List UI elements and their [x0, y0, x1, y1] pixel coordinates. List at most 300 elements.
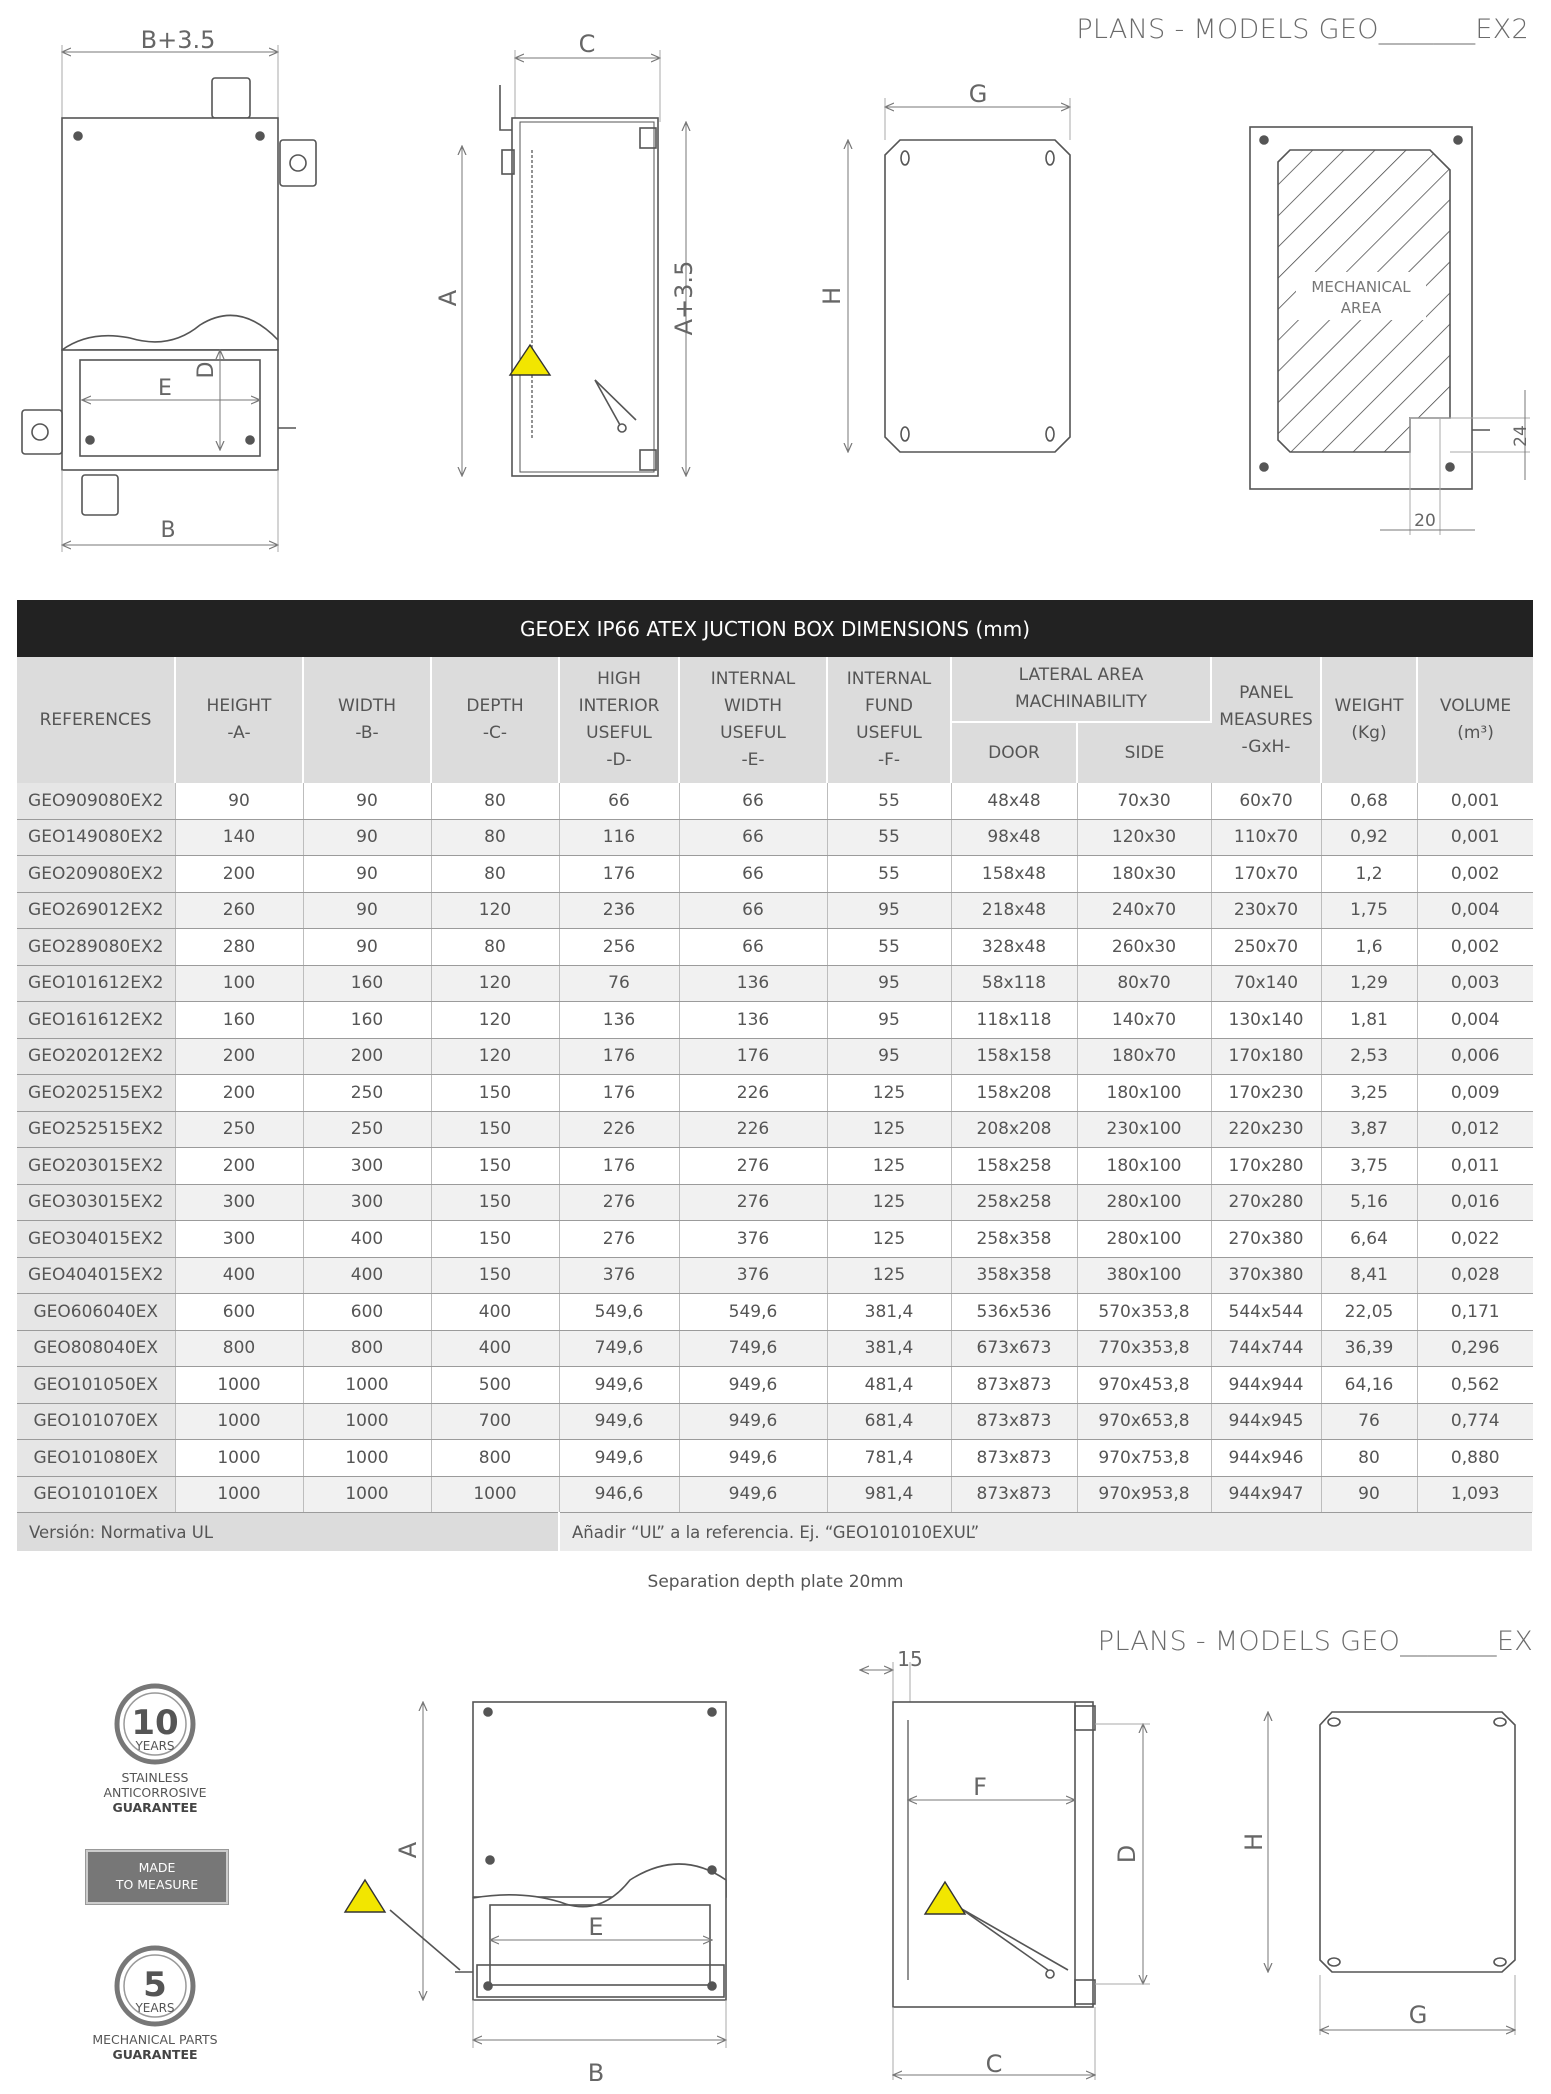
- value-cell: 130x140: [1211, 1002, 1321, 1039]
- label-f-bottom: F: [973, 1773, 987, 1801]
- value-cell: 200: [175, 856, 303, 893]
- reference-cell: GEO101612EX2: [17, 965, 175, 1002]
- value-cell: 170x280: [1211, 1148, 1321, 1185]
- value-cell: 66: [679, 929, 827, 966]
- value-cell: 176: [679, 1038, 827, 1075]
- value-cell: 80: [431, 929, 559, 966]
- value-cell: 80: [1321, 1440, 1417, 1477]
- label-h-panel: H: [818, 286, 846, 306]
- value-cell: 230x70: [1211, 892, 1321, 929]
- value-cell: 981,4: [827, 1476, 951, 1513]
- value-cell: 1,75: [1321, 892, 1417, 929]
- value-cell: 280x100: [1077, 1184, 1211, 1221]
- value-cell: 700: [431, 1403, 559, 1440]
- value-cell: 1,81: [1321, 1002, 1417, 1039]
- reference-cell: GEO209080EX2: [17, 856, 175, 893]
- value-cell: 300: [175, 1221, 303, 1258]
- panel-view-ex: [1268, 1712, 1515, 2035]
- value-cell: 0,001: [1417, 819, 1533, 856]
- value-cell: 0,171: [1417, 1294, 1533, 1331]
- col-panel: PANEL MEASURES -GxH-: [1211, 657, 1321, 783]
- table-row: [17, 1294, 1533, 1331]
- value-cell: 55: [827, 783, 951, 819]
- value-cell: 381,4: [827, 1330, 951, 1367]
- col-volume: VOLUME (m³): [1417, 657, 1533, 783]
- value-cell: 1000: [175, 1476, 303, 1513]
- bottom-technical-drawings: [0, 1640, 1551, 2094]
- value-cell: 0,028: [1417, 1257, 1533, 1294]
- dim-15: 15: [897, 1647, 923, 1671]
- table-row: [17, 1002, 1533, 1039]
- label-a-bottom: A: [394, 1841, 422, 1859]
- value-cell: 120: [431, 965, 559, 1002]
- value-cell: 949,6: [679, 1440, 827, 1477]
- col-width: WIDTH -B-: [303, 657, 431, 783]
- value-cell: 970x453,8: [1077, 1367, 1211, 1404]
- value-cell: 300: [303, 1184, 431, 1221]
- value-cell: 0,68: [1321, 783, 1417, 819]
- value-cell: 230x100: [1077, 1111, 1211, 1148]
- reference-cell: GEO101010EX: [17, 1476, 175, 1513]
- col-weight: WEIGHT (Kg): [1321, 657, 1417, 783]
- value-cell: 176: [559, 1148, 679, 1185]
- value-cell: 946,6: [559, 1476, 679, 1513]
- value-cell: 944x944: [1211, 1367, 1321, 1404]
- value-cell: 376: [679, 1257, 827, 1294]
- plans-title-ex2: PLANS - MODELS GEO_______EX2: [1076, 14, 1529, 45]
- value-cell: 270x280: [1211, 1184, 1321, 1221]
- value-cell: 549,6: [679, 1294, 827, 1331]
- value-cell: 240x70: [1077, 892, 1211, 929]
- value-cell: 673x673: [951, 1330, 1077, 1367]
- table-row: [17, 1330, 1533, 1367]
- value-cell: 749,6: [679, 1330, 827, 1367]
- value-cell: 120: [431, 892, 559, 929]
- value-cell: 66: [679, 783, 827, 819]
- dimensions-table: [17, 600, 1534, 1551]
- value-cell: 160: [303, 1002, 431, 1039]
- svg-text:YEARS: YEARS: [135, 1739, 175, 1753]
- value-cell: 90: [303, 856, 431, 893]
- value-cell: 250: [303, 1111, 431, 1148]
- value-cell: 744x744: [1211, 1330, 1321, 1367]
- value-cell: 120: [431, 1038, 559, 1075]
- value-cell: 66: [679, 892, 827, 929]
- value-cell: 176: [559, 856, 679, 893]
- value-cell: 170x230: [1211, 1075, 1321, 1112]
- value-cell: 226: [679, 1075, 827, 1112]
- value-cell: 150: [431, 1148, 559, 1185]
- value-cell: 158x48: [951, 856, 1077, 893]
- value-cell: 500: [431, 1367, 559, 1404]
- value-cell: 800: [175, 1330, 303, 1367]
- value-cell: 180x70: [1077, 1038, 1211, 1075]
- value-cell: 3,87: [1321, 1111, 1417, 1148]
- table-row: [17, 1038, 1533, 1075]
- reference-cell: GEO404015EX2: [17, 1257, 175, 1294]
- value-cell: 140: [175, 819, 303, 856]
- value-cell: 125: [827, 1075, 951, 1112]
- value-cell: 944x946: [1211, 1440, 1321, 1477]
- area-label: AREA: [1340, 299, 1382, 317]
- value-cell: 873x873: [951, 1403, 1077, 1440]
- value-cell: 0,774: [1417, 1403, 1533, 1440]
- value-cell: 58x118: [951, 965, 1077, 1002]
- value-cell: 176: [559, 1075, 679, 1112]
- label-b-plus: B+3.5: [140, 26, 216, 54]
- value-cell: 0,022: [1417, 1221, 1533, 1258]
- panel-view-ex2: [848, 98, 1070, 452]
- value-cell: 95: [827, 892, 951, 929]
- value-cell: 260x30: [1077, 929, 1211, 966]
- value-cell: 200: [175, 1075, 303, 1112]
- value-cell: 280x100: [1077, 1221, 1211, 1258]
- reference-cell: GEO808040EX: [17, 1330, 175, 1367]
- value-cell: 1000: [175, 1367, 303, 1404]
- value-cell: 800: [303, 1330, 431, 1367]
- value-cell: 0,009: [1417, 1075, 1533, 1112]
- value-cell: 276: [679, 1184, 827, 1221]
- made-to-measure-badge: MADE TO MEASURE: [86, 1850, 228, 1904]
- reference-cell: GEO252515EX2: [17, 1111, 175, 1148]
- side-view-ex: [860, 1662, 1150, 2080]
- value-cell: 200: [175, 1148, 303, 1185]
- svg-text:YEARS: YEARS: [135, 2001, 175, 2015]
- value-cell: 140x70: [1077, 1002, 1211, 1039]
- value-cell: 400: [303, 1221, 431, 1258]
- value-cell: 70x140: [1211, 965, 1321, 1002]
- badge-10-circle: [82, 1682, 228, 1766]
- value-cell: 180x100: [1077, 1148, 1211, 1185]
- value-cell: 90: [303, 783, 431, 819]
- value-cell: 400: [303, 1257, 431, 1294]
- value-cell: 0,562: [1417, 1367, 1533, 1404]
- value-cell: 136: [679, 1002, 827, 1039]
- value-cell: 200: [303, 1038, 431, 1075]
- value-cell: 95: [827, 1038, 951, 1075]
- value-cell: 66: [679, 856, 827, 893]
- value-cell: 80: [431, 856, 559, 893]
- value-cell: 0,006: [1417, 1038, 1533, 1075]
- value-cell: 120x30: [1077, 819, 1211, 856]
- value-cell: 0,002: [1417, 856, 1533, 893]
- value-cell: 376: [559, 1257, 679, 1294]
- value-cell: 970x953,8: [1077, 1476, 1211, 1513]
- value-cell: 158x158: [951, 1038, 1077, 1075]
- value-cell: 0,004: [1417, 1002, 1533, 1039]
- table-title: GEOEX IP66 ATEX JUCTION BOX DIMENSIONS (mm): [17, 600, 1533, 657]
- value-cell: 218x48: [951, 892, 1077, 929]
- value-cell: 1000: [303, 1367, 431, 1404]
- reference-cell: GEO202515EX2: [17, 1075, 175, 1112]
- value-cell: 280: [175, 929, 303, 966]
- mechanical-label: MECHANICAL: [1311, 278, 1411, 296]
- badge-5-caption: MECHANICAL PARTS GUARANTEE: [92, 2032, 218, 2062]
- value-cell: 80x70: [1077, 965, 1211, 1002]
- value-cell: 60x70: [1211, 783, 1321, 819]
- value-cell: 770x353,8: [1077, 1330, 1211, 1367]
- value-cell: 125: [827, 1148, 951, 1185]
- value-cell: 90: [303, 819, 431, 856]
- value-cell: 36,39: [1321, 1330, 1417, 1367]
- value-cell: 90: [303, 892, 431, 929]
- value-cell: 0,003: [1417, 965, 1533, 1002]
- value-cell: 0,012: [1417, 1111, 1533, 1148]
- value-cell: 64,16: [1321, 1367, 1417, 1404]
- reference-cell: GEO909080EX2: [17, 783, 175, 819]
- value-cell: 681,4: [827, 1403, 951, 1440]
- value-cell: 570x353,8: [1077, 1294, 1211, 1331]
- value-cell: 158x208: [951, 1075, 1077, 1112]
- table-row: [17, 1184, 1533, 1221]
- value-cell: 1000: [303, 1476, 431, 1513]
- value-cell: 358x358: [951, 1257, 1077, 1294]
- value-cell: 258x358: [951, 1221, 1077, 1258]
- value-cell: 150: [431, 1221, 559, 1258]
- col-internal-fund: INTERNAL FUND USEFUL -F-: [827, 657, 951, 783]
- value-cell: 55: [827, 929, 951, 966]
- table-row: [17, 1257, 1533, 1294]
- label-b-bottom: B: [587, 2059, 605, 2087]
- value-cell: 8,41: [1321, 1257, 1417, 1294]
- table-row: [17, 1221, 1533, 1258]
- value-cell: 76: [559, 965, 679, 1002]
- value-cell: 544x544: [1211, 1294, 1321, 1331]
- label-b-front: B: [160, 518, 176, 543]
- value-cell: 549,6: [559, 1294, 679, 1331]
- value-cell: 600: [303, 1294, 431, 1331]
- value-cell: 70x30: [1077, 783, 1211, 819]
- reference-cell: GEO606040EX: [17, 1294, 175, 1331]
- value-cell: 400: [175, 1257, 303, 1294]
- value-cell: 400: [431, 1330, 559, 1367]
- value-cell: 0,001: [1417, 783, 1533, 819]
- value-cell: 55: [827, 819, 951, 856]
- table-row: [17, 929, 1533, 966]
- value-cell: 160: [175, 1002, 303, 1039]
- value-cell: 3,75: [1321, 1148, 1417, 1185]
- value-cell: 125: [827, 1221, 951, 1258]
- value-cell: 300: [175, 1184, 303, 1221]
- label-c-bottom: C: [985, 2050, 1003, 2078]
- svg-text:10: 10: [131, 1703, 179, 1743]
- value-cell: 800: [431, 1440, 559, 1477]
- table-row: [17, 1440, 1533, 1477]
- label-e-bottom: E: [588, 1913, 604, 1941]
- badge-10-years: [82, 1682, 228, 1815]
- reference-cell: GEO203015EX2: [17, 1148, 175, 1185]
- svg-text:5: 5: [143, 1965, 167, 2005]
- badge-5-circle: [82, 1944, 228, 2028]
- value-cell: 873x873: [951, 1476, 1077, 1513]
- value-cell: 136: [679, 965, 827, 1002]
- value-cell: 176: [559, 1038, 679, 1075]
- label-e-front: E: [158, 376, 172, 401]
- reference-cell: GEO161612EX2: [17, 1002, 175, 1039]
- reference-cell: GEO303015EX2: [17, 1184, 175, 1221]
- value-cell: 120: [431, 1002, 559, 1039]
- value-cell: 1,29: [1321, 965, 1417, 1002]
- version-note: Añadir “UL” a la referencia. Ej. “GEO101010EXUL”: [559, 1513, 1533, 1552]
- label-g-bottom: G: [1408, 2001, 1428, 2029]
- value-cell: 1,2: [1321, 856, 1417, 893]
- table-row: [17, 1148, 1533, 1185]
- value-cell: 328x48: [951, 929, 1077, 966]
- table-row: [17, 856, 1533, 893]
- value-cell: 170x70: [1211, 856, 1321, 893]
- value-cell: 2,53: [1321, 1038, 1417, 1075]
- col-depth: DEPTH -C-: [431, 657, 559, 783]
- value-cell: 0,011: [1417, 1148, 1533, 1185]
- label-d-bottom: D: [1113, 1844, 1141, 1864]
- table-row: [17, 1367, 1533, 1404]
- reference-cell: GEO101050EX: [17, 1367, 175, 1404]
- value-cell: 949,6: [559, 1367, 679, 1404]
- value-cell: 944x945: [1211, 1403, 1321, 1440]
- value-cell: 0,880: [1417, 1440, 1533, 1477]
- front-view-ex: [345, 1702, 726, 2048]
- dim-20: 20: [1414, 511, 1436, 531]
- version-label: Versión: Normativa UL: [17, 1513, 559, 1552]
- value-cell: 136: [559, 1002, 679, 1039]
- value-cell: 48x48: [951, 783, 1077, 819]
- front-view-ex2: [22, 45, 316, 552]
- value-cell: 55: [827, 856, 951, 893]
- value-cell: 110x70: [1211, 819, 1321, 856]
- value-cell: 90: [1321, 1476, 1417, 1513]
- label-a-side: A: [434, 289, 462, 307]
- value-cell: 220x230: [1211, 1111, 1321, 1148]
- label-d-front: D: [194, 361, 219, 379]
- value-cell: 208x208: [951, 1111, 1077, 1148]
- table-row: [17, 1075, 1533, 1112]
- value-cell: 536x536: [951, 1294, 1077, 1331]
- value-cell: 226: [679, 1111, 827, 1148]
- value-cell: 0,016: [1417, 1184, 1533, 1221]
- value-cell: 873x873: [951, 1440, 1077, 1477]
- value-cell: 276: [559, 1221, 679, 1258]
- table-row: [17, 783, 1533, 819]
- value-cell: 5,16: [1321, 1184, 1417, 1221]
- value-cell: 944x947: [1211, 1476, 1321, 1513]
- value-cell: 270x380: [1211, 1221, 1321, 1258]
- value-cell: 276: [679, 1148, 827, 1185]
- value-cell: 381,4: [827, 1294, 951, 1331]
- value-cell: 970x753,8: [1077, 1440, 1211, 1477]
- mechanical-area-view: [1250, 127, 1530, 535]
- value-cell: 22,05: [1321, 1294, 1417, 1331]
- value-cell: 481,4: [827, 1367, 951, 1404]
- col-lateral-area: LATERAL AREA MACHINABILITY: [951, 657, 1211, 722]
- dim-24: 24: [1511, 425, 1531, 447]
- value-cell: 66: [559, 783, 679, 819]
- col-references: REFERENCES: [17, 657, 175, 783]
- value-cell: 226: [559, 1111, 679, 1148]
- value-cell: 95: [827, 1002, 951, 1039]
- badge-5-years: [82, 1944, 228, 2062]
- value-cell: 3,25: [1321, 1075, 1417, 1112]
- value-cell: 125: [827, 1184, 951, 1221]
- value-cell: 116: [559, 819, 679, 856]
- value-cell: 90: [175, 783, 303, 819]
- value-cell: 380x100: [1077, 1257, 1211, 1294]
- value-cell: 873x873: [951, 1367, 1077, 1404]
- reference-cell: GEO101070EX: [17, 1403, 175, 1440]
- value-cell: 125: [827, 1257, 951, 1294]
- value-cell: 1000: [175, 1403, 303, 1440]
- col-height: HEIGHT -A-: [175, 657, 303, 783]
- value-cell: 6,64: [1321, 1221, 1417, 1258]
- value-cell: 1000: [431, 1476, 559, 1513]
- value-cell: 276: [559, 1184, 679, 1221]
- table-row: [17, 819, 1533, 856]
- value-cell: 250: [303, 1075, 431, 1112]
- value-cell: 949,6: [559, 1403, 679, 1440]
- label-g-panel: G: [968, 80, 988, 108]
- value-cell: 256: [559, 929, 679, 966]
- value-cell: 370x380: [1211, 1257, 1321, 1294]
- reference-cell: GEO289080EX2: [17, 929, 175, 966]
- value-cell: 949,6: [559, 1440, 679, 1477]
- value-cell: 200: [175, 1038, 303, 1075]
- value-cell: 1,6: [1321, 929, 1417, 966]
- value-cell: 1000: [303, 1403, 431, 1440]
- top-technical-drawings: [0, 0, 1551, 560]
- value-cell: 118x118: [951, 1002, 1077, 1039]
- value-cell: 781,4: [827, 1440, 951, 1477]
- table-row: [17, 892, 1533, 929]
- label-a-plus-side: A+3.5: [670, 260, 698, 336]
- value-cell: 150: [431, 1257, 559, 1294]
- value-cell: 95: [827, 965, 951, 1002]
- value-cell: 0,004: [1417, 892, 1533, 929]
- label-h-bottom: H: [1240, 1832, 1268, 1852]
- table-row: [17, 1403, 1533, 1440]
- reference-cell: GEO149080EX2: [17, 819, 175, 856]
- table-row: [17, 965, 1533, 1002]
- value-cell: 250: [175, 1111, 303, 1148]
- value-cell: 160: [303, 965, 431, 1002]
- value-cell: 66: [679, 819, 827, 856]
- col-high-interior: HIGH INTERIOR USEFUL -D-: [559, 657, 679, 783]
- reference-cell: GEO202012EX2: [17, 1038, 175, 1075]
- value-cell: 600: [175, 1294, 303, 1331]
- col-door: DOOR: [951, 722, 1077, 783]
- value-cell: 300: [303, 1148, 431, 1185]
- side-view-ex2: [462, 50, 686, 476]
- value-cell: 0,002: [1417, 929, 1533, 966]
- value-cell: 258x258: [951, 1184, 1077, 1221]
- label-c-side: C: [578, 30, 596, 58]
- value-cell: 80: [431, 783, 559, 819]
- reference-cell: GEO101080EX: [17, 1440, 175, 1477]
- value-cell: 236: [559, 892, 679, 929]
- value-cell: 749,6: [559, 1330, 679, 1367]
- value-cell: 0,92: [1321, 819, 1417, 856]
- value-cell: 76: [1321, 1403, 1417, 1440]
- value-cell: 180x30: [1077, 856, 1211, 893]
- value-cell: 90: [303, 929, 431, 966]
- value-cell: 150: [431, 1075, 559, 1112]
- value-cell: 1000: [303, 1440, 431, 1477]
- value-cell: 949,6: [679, 1403, 827, 1440]
- value-cell: 180x100: [1077, 1075, 1211, 1112]
- value-cell: 400: [431, 1294, 559, 1331]
- value-cell: 80: [431, 819, 559, 856]
- value-cell: 150: [431, 1184, 559, 1221]
- separation-note: Separation depth plate 20mm: [647, 1572, 904, 1592]
- table-row: [17, 1111, 1533, 1148]
